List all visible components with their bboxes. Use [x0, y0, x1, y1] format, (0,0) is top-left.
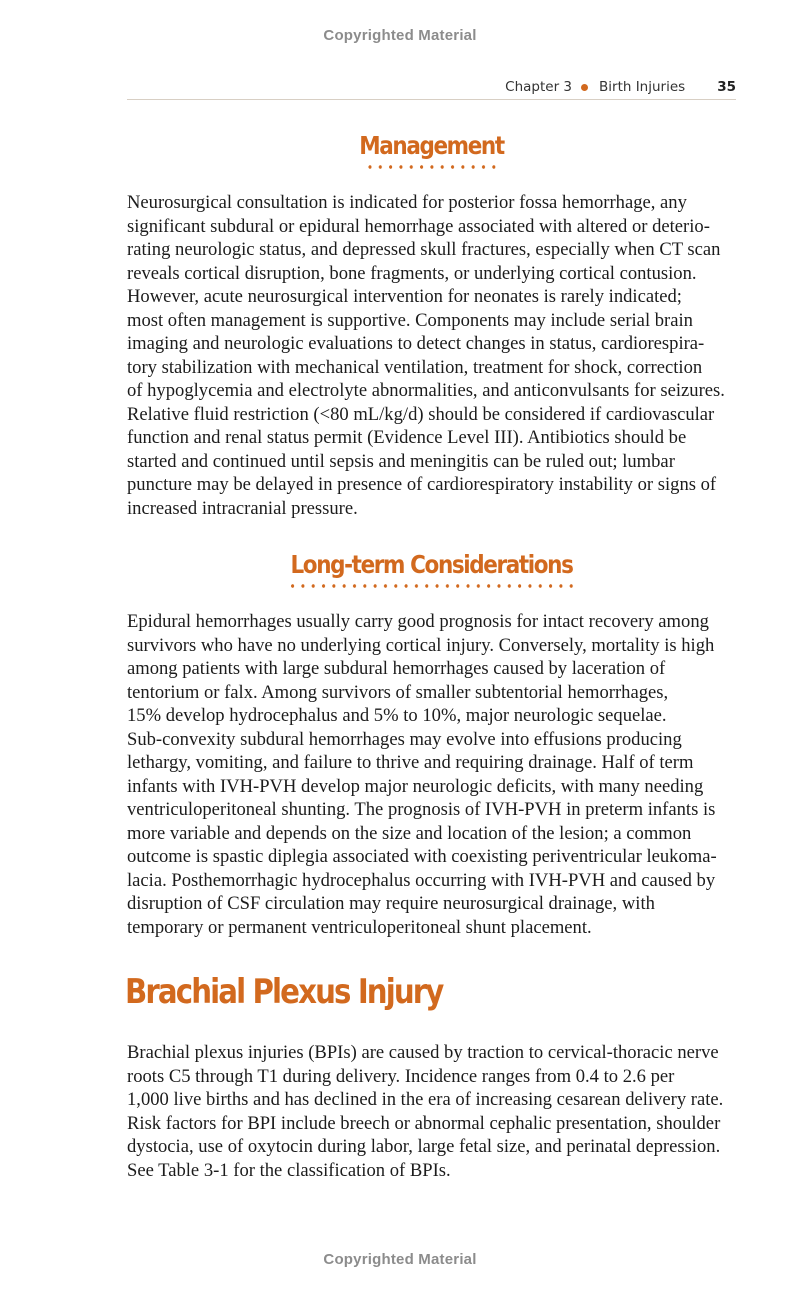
paragraph-long-term — [127, 610, 736, 939]
chapter-label: Chapter 3 — [505, 79, 572, 95]
text-line: tory stabilization with mechanical ventilation, treatment for shock, correction — [127, 356, 703, 378]
text-line: of hypoglycemia and electrolyte abnormalities, and anticonvulsants for seizures. — [127, 380, 725, 401]
text-line: infants with IVH-PVH develop major neurologic deficits, with many needing — [127, 775, 704, 797]
copyright-watermark-top: Copyrighted Material — [323, 27, 477, 44]
page-number: 35 — [717, 79, 736, 95]
text-line: puncture may be delayed in presence of cardiorespiratory instability or signs of — [127, 474, 717, 495]
text-line: Risk factors for BPI include breech or abnormal cephalic presentation, shoulder — [127, 1112, 721, 1134]
section-heading-management — [170, 131, 694, 170]
text-line: rating neurologic status, and depressed skull fractures, especially when CT scan — [127, 239, 721, 260]
dotted-underline — [290, 583, 574, 589]
text-line: dystocia, use of oxytocin during labor, large fetal size, and perinatal depression. — [127, 1136, 721, 1157]
text-line: function and renal status permit (Evidence Level III). Antibiotics should be — [127, 427, 687, 448]
text-line: 1,000 live births and has declined in the era of increasing cesarean delivery rate. — [127, 1089, 724, 1110]
text-line: increased intracranial pressure. — [127, 497, 358, 519]
text-line: Brachial plexus injuries (BPIs) are caused by traction to cervical-thoracic nerve — [127, 1042, 719, 1063]
paragraph-management — [127, 191, 736, 520]
dotted-underline — [367, 164, 496, 170]
chapter-title: Birth Injuries — [599, 79, 686, 95]
section-heading-long-term-considerations — [170, 550, 694, 589]
text-line: tentorium or falx. Among survivors of smaller subtentorial hemorrhages, — [127, 681, 669, 703]
text-line: lacia. Posthemorrhagic hydrocephalus occurring with IVH-PVH and caused by — [127, 869, 716, 891]
text-line: Sub-convexity subdural hemorrhages may evolve into effusions producing — [127, 728, 682, 750]
section-heading-text: Long-term Considerations — [290, 550, 573, 579]
text-line: most often management is supportive. Components may include serial brain — [127, 309, 693, 331]
text-line: outcome is spastic diplegia associated with coexisting periventricular leukoma- — [127, 846, 717, 867]
text-line: ventriculoperitoneal shunting. The prognosis of IVH-PVH in preterm infants is — [127, 799, 716, 820]
text-line: Epidural hemorrhages usually carry good prognosis for intact recovery among — [127, 611, 709, 632]
text-line: Neurosurgical consultation is indicated for posterior fossa hemorrhage, any — [127, 192, 687, 213]
text-line: significant subdural or epidural hemorrhage associated with altered or deterio- — [127, 215, 710, 237]
text-line: lethargy, vomiting, and failure to thrive and requiring drainage. Half of term — [127, 752, 694, 773]
bullet-dot-icon — [581, 84, 588, 91]
copyright-watermark-bottom: Copyrighted Material — [323, 1251, 477, 1268]
paragraph-brachial — [127, 1041, 736, 1182]
text-line: Relative fluid restriction (<80 mL/kg/d) should be considered if cardiovascular — [127, 403, 715, 425]
text-line: started and continued until sepsis and meningitis can be ruled out; lumbar — [127, 450, 675, 472]
text-line: temporary or permanent ventriculoperitoneal shunt placement. — [127, 916, 592, 938]
text-line: reveals cortical disruption, bone fragments, or underlying cortical contusion. — [127, 262, 697, 284]
header-rule — [127, 99, 736, 100]
section-heading-brachial-plexus-injury: Brachial Plexus Injury — [125, 972, 443, 1012]
text-line: roots C5 through T1 during delivery. Incidence ranges from 0.4 to 2.6 per — [127, 1065, 675, 1087]
text-line: among patients with large subdural hemorrhages caused by laceration of — [127, 658, 666, 679]
section-heading-text: Management — [359, 131, 504, 160]
running-head — [127, 76, 736, 98]
text-line: disruption of CSF circulation may require neurosurgical drainage, with — [127, 893, 655, 914]
text-line: more variable and depends on the size and location of the lesion; a common — [127, 822, 692, 844]
text-line: survivors who have no underlying cortical injury. Conversely, mortality is high — [127, 634, 715, 656]
text-line: However, acute neurosurgical intervention for neonates is rarely indicated; — [127, 286, 682, 307]
text-line: 15% develop hydrocephalus and 5% to 10%, major neurologic sequelae. — [127, 705, 667, 726]
text-line: imaging and neurologic evaluations to detect changes in status, cardiorespira- — [127, 333, 705, 354]
text-line: See Table 3-1 for the classification of BPIs. — [127, 1159, 451, 1181]
